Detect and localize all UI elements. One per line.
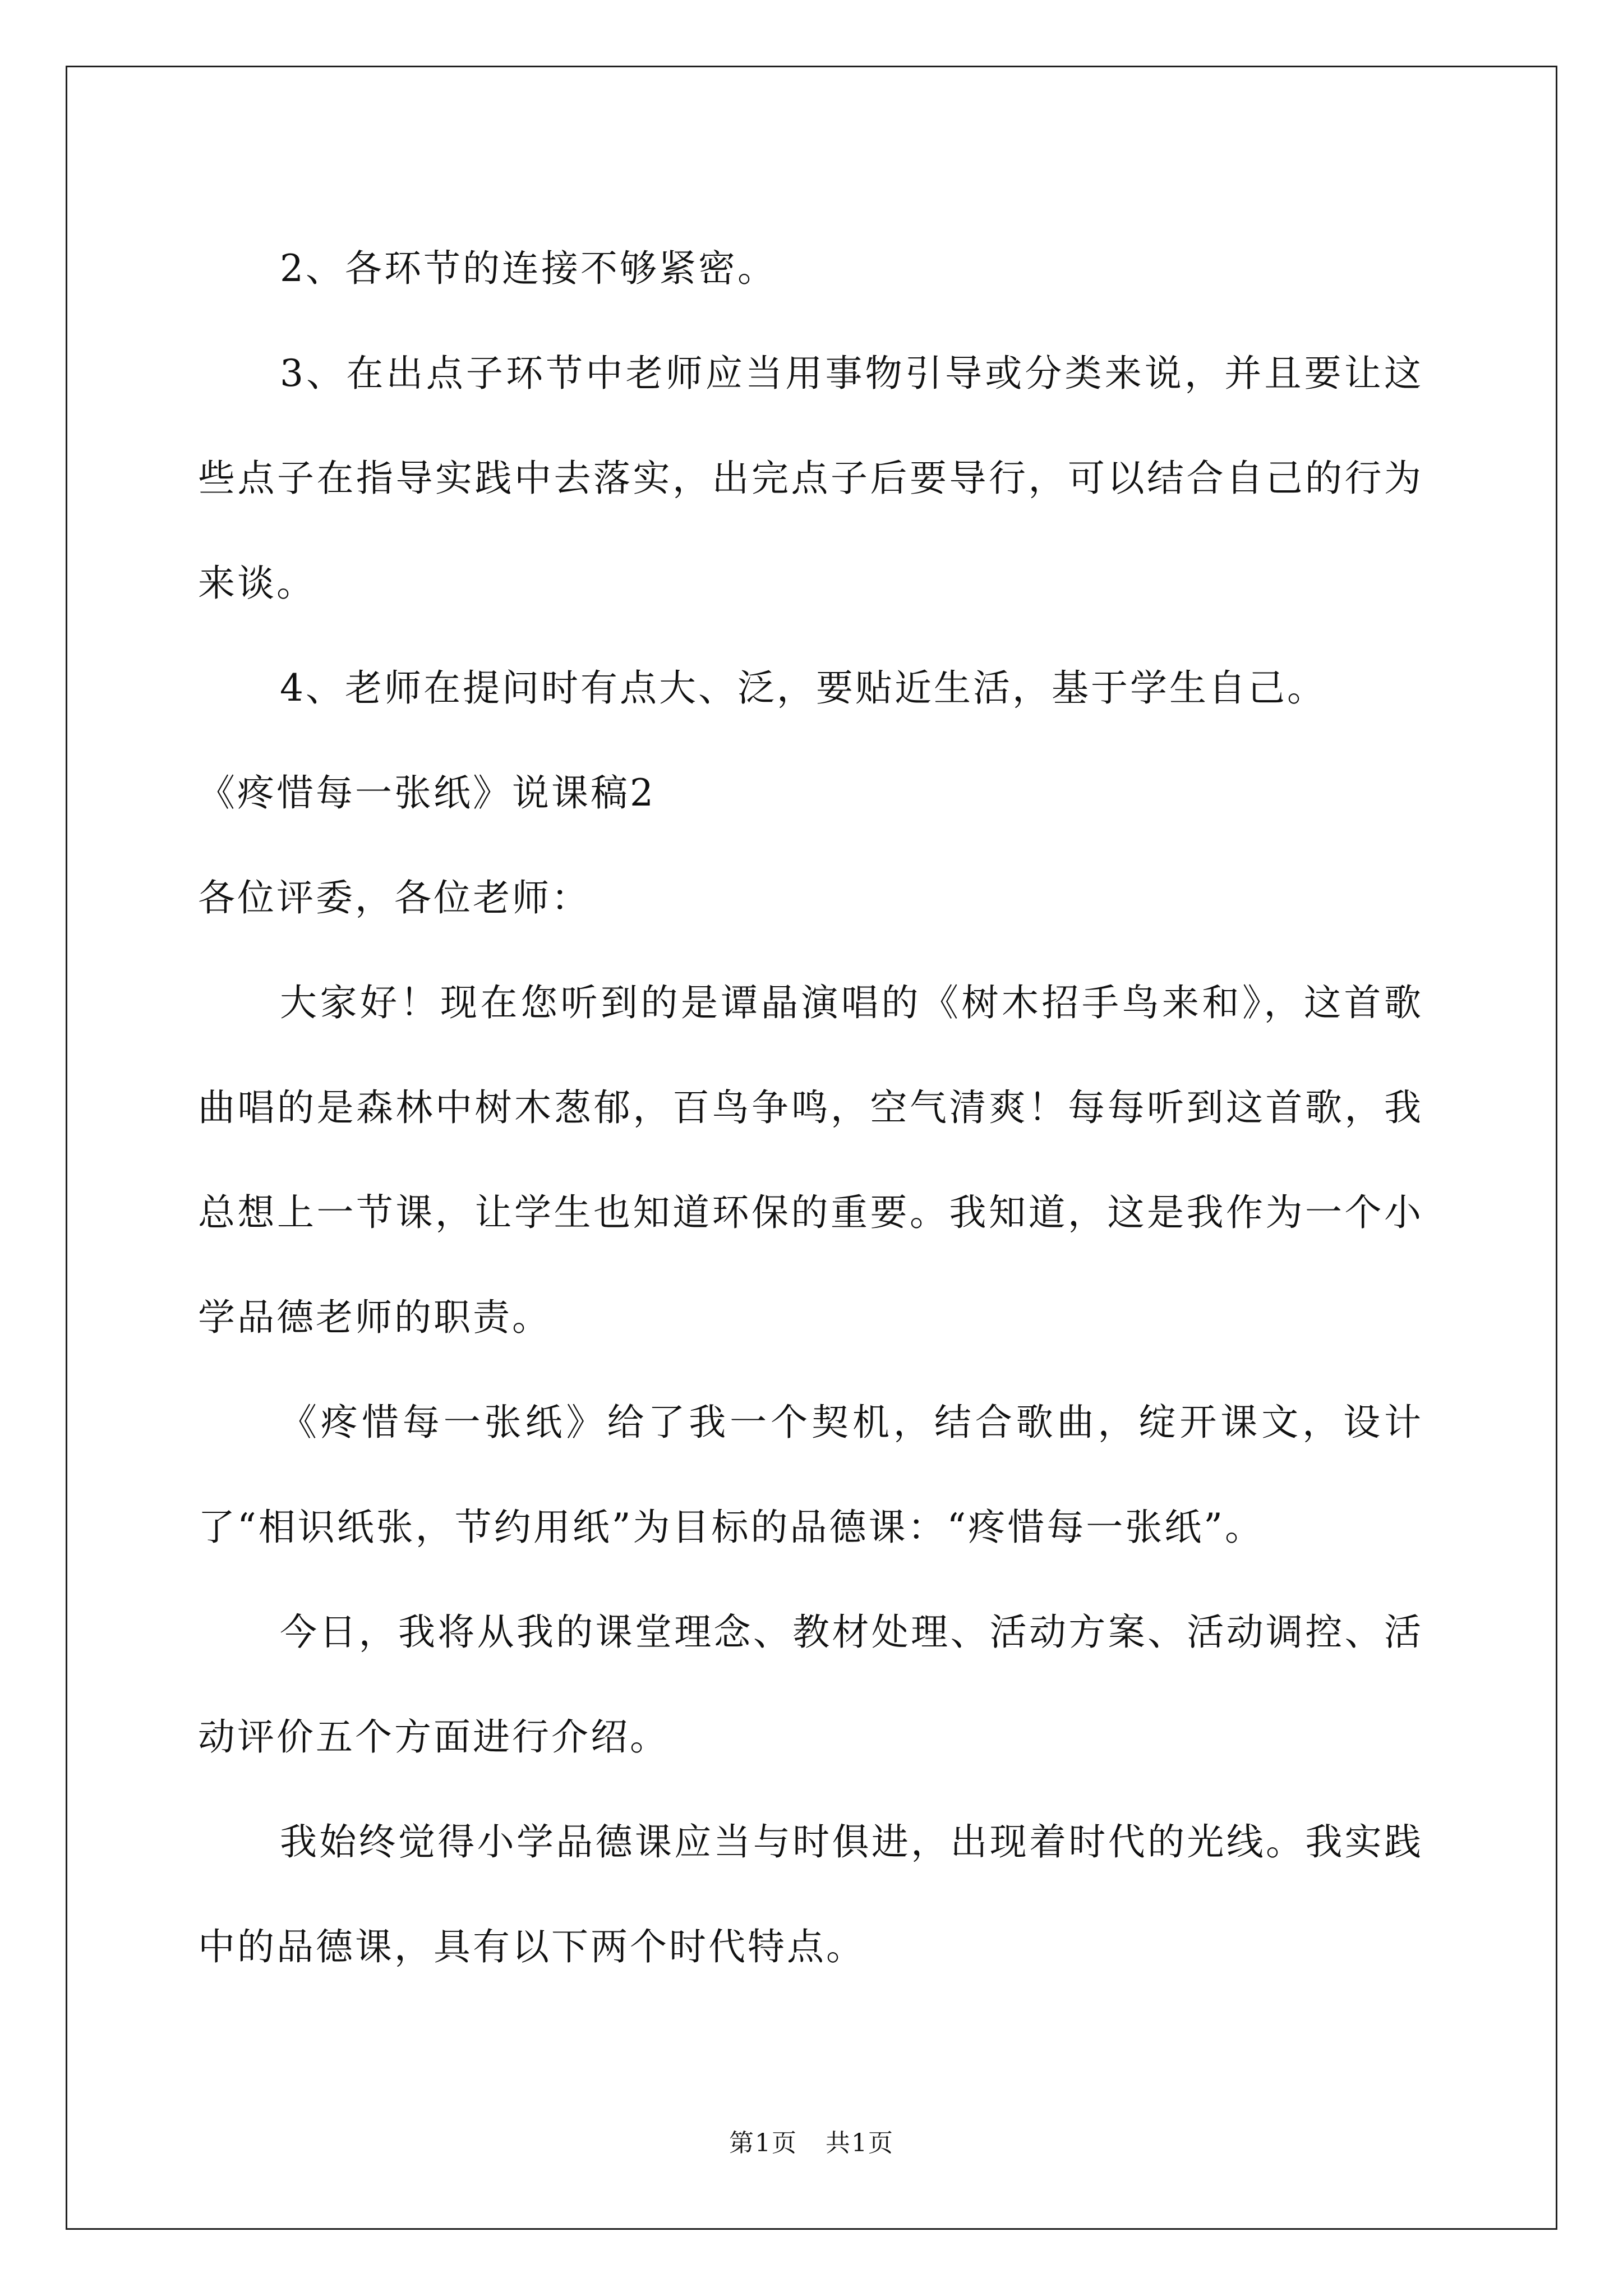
paragraph: 3、在出点子环节中老师应当用事物引导或分类来说，并且要让这些点子在指导实践中去落实，出完点子后要导行，可以结合自己的行为来谈。 <box>198 352 1423 605</box>
document-body <box>198 216 1423 1999</box>
salutation: 各位评委，各位老师： <box>198 876 591 919</box>
paragraph: 今日，我将从我的课堂理念、教材处理、活动方案、活动调控、活动评价五个方面进行介绍。 <box>198 1611 1423 1759</box>
page-total: 共1页 <box>826 2129 894 2157</box>
page-number: 第1页 <box>729 2129 797 2157</box>
section-title: 《疼惜每一张纸》说课稿2 <box>198 771 656 815</box>
paragraph: 我始终觉得小学品德课应当与时俱进，出现着时代的光线。我实践中的品德课，具有以下两个时代特点。 <box>198 1820 1423 1968</box>
paragraph: 2、各环节的连接不够紧密。 <box>280 247 777 290</box>
paragraph: 大家好！现在您听到的是谭晶演唱的《树木招手鸟来和》，这首歌曲唱的是森林中树木葱郁，百鸟争鸣，空气清爽！每每听到这首歌，我总想上一节课，让学生也知道环保的重要。我知道，这是我作为一个小学品德老师的职责。 <box>198 981 1423 1339</box>
paragraph: 4、老师在提问时有点大、泛，要贴近生活，基于学生自己。 <box>280 666 1326 710</box>
paragraph: 《疼惜每一张纸》给了我一个契机，结合歌曲，绽开课文，设计了“相识纸张，节约用纸”为目标的品德课：“疼惜每一张纸”。 <box>198 1401 1423 1549</box>
page-footer <box>0 2127 1623 2160</box>
